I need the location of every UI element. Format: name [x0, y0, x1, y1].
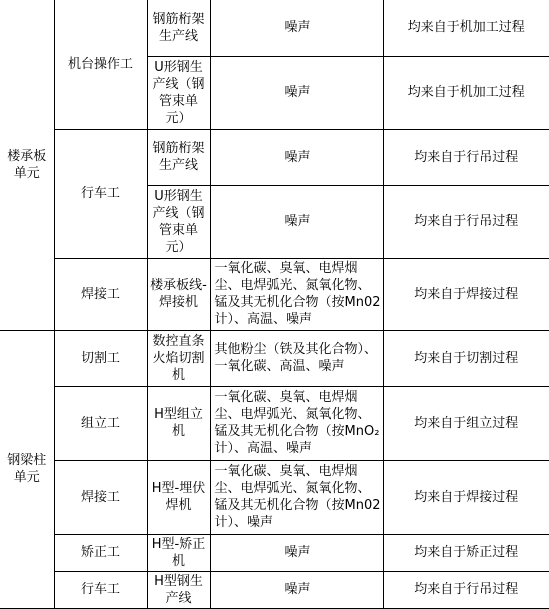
equipment-cell: 钢筋桁架生产线 [147, 129, 210, 185]
table-row [0, 129, 549, 185]
equipment-cell: U形钢生产线（钢管束单元） [147, 56, 210, 129]
hazard-cell: 噪声 [210, 571, 383, 608]
source-cell: 均来自于行吊过程 [383, 185, 549, 258]
hazard-cell: 噪声 [210, 0, 383, 56]
equipment-cell: U形钢生产线（钢管束单元） [147, 185, 210, 258]
hazard-cell: 噪声 [210, 185, 383, 258]
job-cell: 矫正工 [54, 534, 147, 571]
table-row [0, 330, 549, 386]
hazard-cell: 噪声 [210, 534, 383, 571]
table-row [0, 0, 549, 56]
source-cell: 均来自于切割过程 [383, 330, 549, 386]
equipment-cell: H型钢生产线 [147, 571, 210, 608]
table-row [0, 534, 549, 571]
source-cell: 均来自于组立过程 [383, 386, 549, 460]
source-cell: 均来自于机加工过程 [383, 56, 549, 129]
equipment-cell: 楼承板线-焊接机 [147, 258, 210, 330]
hazard-cell: 噪声 [210, 56, 383, 129]
table-row [0, 258, 549, 330]
hazard-cell: 一氧化碳、臭氧、电焊烟尘、电焊弧光、氮氧化物、锰及其无机化合物（按Mn02计）、高温、噪声 [210, 258, 383, 330]
table-row [0, 571, 549, 608]
equipment-cell: 钢筋桁架生产线 [147, 0, 210, 56]
job-cell: 组立工 [54, 386, 147, 460]
job-cell: 焊接工 [54, 258, 147, 330]
job-cell: 行车工 [54, 571, 147, 608]
job-cell: 机台操作工 [54, 0, 147, 129]
source-cell: 均来自于焊接过程 [383, 258, 549, 330]
job-cell: 焊接工 [54, 460, 147, 534]
equipment-cell: 数控直条火焰切割机 [147, 330, 210, 386]
hazard-cell: 一氧化碳、臭氧、电焊烟尘、电焊弧光、氮氧化物、锰及其无机化合物（按MnO₂计）、高温、噪声 [210, 386, 383, 460]
source-cell: 均来自于行吊过程 [383, 571, 549, 608]
hazard-cell: 其他粉尘（铁及其化合物）、一氧化碳、高温、噪声 [210, 330, 383, 386]
unit-cell: 钢梁柱单元 [0, 330, 54, 608]
equipment-cell: H型-矫正机 [147, 534, 210, 571]
job-cell: 切割工 [54, 330, 147, 386]
unit-cell: 楼承板单元 [0, 0, 54, 330]
equipment-cell: H型-埋伏焊机 [147, 460, 210, 534]
table-row [0, 460, 549, 534]
source-cell: 均来自于焊接过程 [383, 460, 549, 534]
hazard-cell: 噪声 [210, 129, 383, 185]
source-cell: 均来自于矫正过程 [383, 534, 549, 571]
job-cell: 行车工 [54, 129, 147, 258]
table-row [0, 386, 549, 460]
equipment-cell: H型组立机 [147, 386, 210, 460]
source-cell: 均来自于行吊过程 [383, 129, 549, 185]
hazard-cell: 一氧化碳、臭氧、电焊烟尘、电焊弧光、氮氧化物、锰及其无机化合物（按Mn02计）、噪声 [210, 460, 383, 534]
source-cell: 均来自于机加工过程 [383, 0, 549, 56]
